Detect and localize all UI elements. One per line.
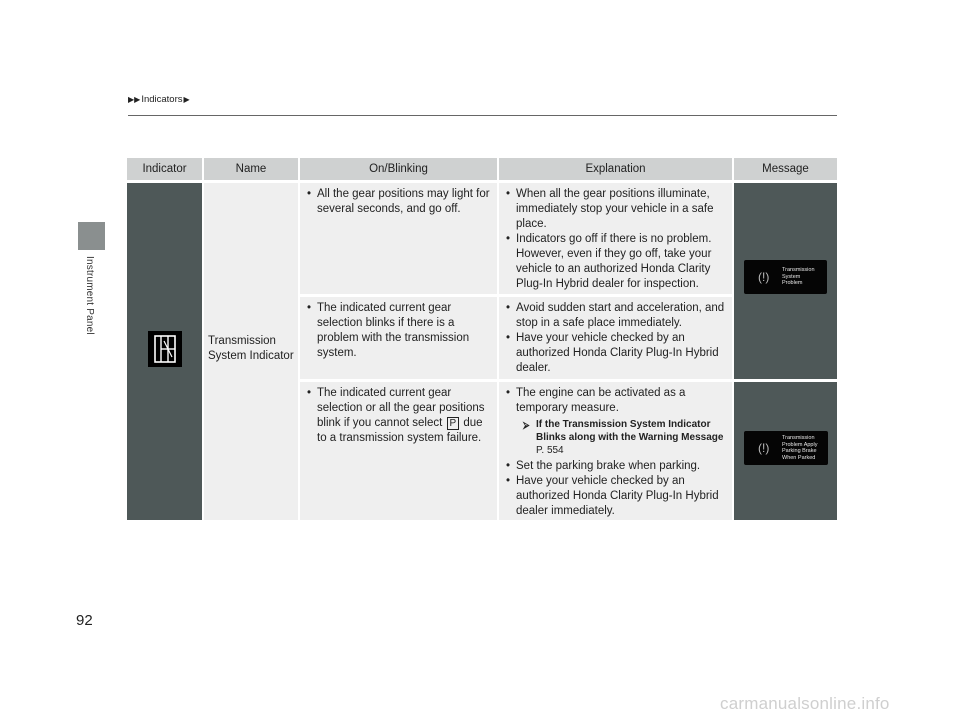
list-item: • Have your vehicle checked by an authorized Honda Clarity Plug-In Hybrid dealer.	[505, 331, 726, 376]
message-line: Problem Apply	[782, 441, 818, 448]
list-item: • Have your vehicle checked by an authorized Honda Clarity Plug-In Hybrid dealer immediately.	[505, 474, 726, 519]
indicator-cell	[127, 183, 202, 520]
table-header-name: Name	[204, 158, 298, 180]
list-item: • The engine can be activated as a temporary measure.	[505, 386, 726, 416]
row-2-explanation	[499, 297, 732, 379]
header-rule	[128, 115, 837, 116]
table-header-on-blinking: On/Blinking	[300, 158, 497, 180]
message-line: System	[782, 273, 801, 280]
page-number: 92	[76, 612, 93, 629]
warning-icon: (!)	[758, 441, 770, 455]
message-cell-1	[734, 183, 837, 379]
table-header-explanation: Explanation	[499, 158, 732, 180]
reference-page: P. 554	[536, 445, 564, 456]
message-line: Transmission	[782, 435, 815, 441]
reference-arrow-icon: ⮚	[523, 420, 530, 430]
list-item: • The indicated current gear selection blinks if there is a problem with the transmission system.	[306, 301, 491, 361]
transmission-system-indicator-icon	[148, 331, 182, 367]
list-item: • Avoid sudden start and acceleration, and stop in a safe place immediately.	[505, 301, 726, 331]
watermark: carmanualsonline.info	[720, 694, 890, 713]
text: The indicated current gear selection or all the gear positions blink if you cannot select	[317, 387, 485, 429]
row-1-explanation	[499, 183, 732, 294]
indicator-name: Transmission System Indicator	[208, 335, 294, 362]
row-3-explanation	[499, 382, 732, 520]
name-cell	[204, 183, 298, 520]
table-header-message: Message	[734, 158, 837, 180]
message-line: When Parked	[782, 454, 816, 461]
breadcrumb-section[interactable]: Indicators	[141, 94, 183, 105]
message-line: Problem	[782, 280, 803, 286]
list-item	[306, 386, 491, 446]
table-header-indicator: Indicator	[127, 158, 202, 180]
indicator-table	[127, 158, 837, 520]
p-key-icon: P	[447, 417, 460, 430]
side-section-label: Instrument Panel	[84, 256, 95, 335]
message-display	[744, 431, 828, 465]
row-3-on-blinking	[300, 382, 497, 520]
warning-icon: (!)	[758, 270, 770, 284]
list-item: • All the gear positions may light for several seconds, and go off.	[306, 187, 491, 217]
message-line: Transmission	[782, 267, 815, 273]
breadcrumb	[128, 94, 191, 105]
list-item: • Indicators go off if there is no problem. However, even if they go off, take your vehicle to an authorized Honda Clarity Plug-In Hybrid dealer for inspection.	[505, 232, 726, 292]
cross-reference-link[interactable]	[523, 418, 726, 457]
message-text	[782, 435, 817, 461]
list-item: • Set the parking brake when parking.	[505, 459, 726, 474]
row-1-on-blinking	[300, 183, 497, 294]
message-line: Parking Brake	[782, 448, 817, 454]
text: due to a transmission system failure.	[317, 417, 483, 444]
breadcrumb-arrow-icon: ▶	[183, 95, 190, 104]
reference-title: If the Transmission System Indicator Blinks along with the Warning Message	[536, 419, 724, 443]
message-display	[744, 260, 827, 294]
message-text	[782, 267, 815, 287]
section-tab-marker	[78, 222, 105, 250]
breadcrumb-arrow-icon: ▶▶	[128, 95, 141, 104]
row-2-on-blinking	[300, 297, 497, 379]
list-item: • When all the gear positions illuminate, immediately stop your vehicle in a safe place.	[505, 187, 726, 232]
message-cell-2	[734, 382, 837, 520]
